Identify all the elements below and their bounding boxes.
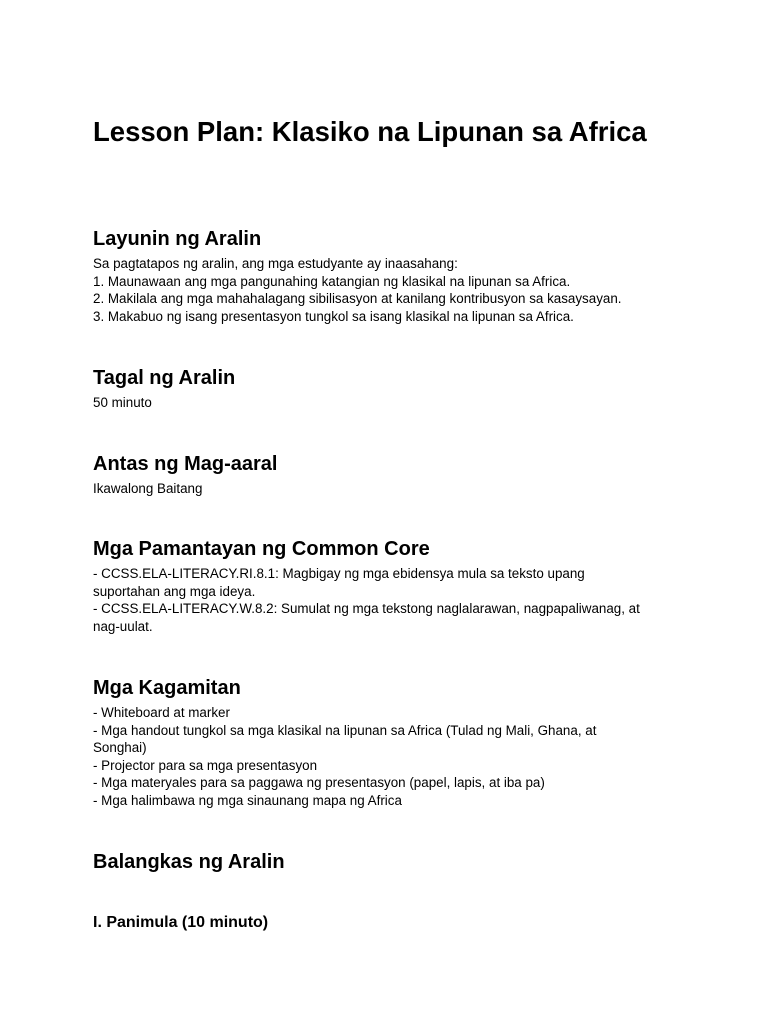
- section-heading-materials: Mga Kagamitan: [93, 677, 241, 699]
- level-body: [93, 480, 693, 498]
- objectives-body: [93, 255, 693, 325]
- materials-line: - Projector para sa mga presentasyon: [93, 757, 318, 773]
- duration-body: [93, 394, 693, 412]
- standards-line: suportahan ang mga ideya.: [93, 583, 256, 599]
- standards-line: - CCSS.ELA-LITERACY.RI.8.1: Magbigay ng mga ebidensya mula sa teksto upang: [93, 566, 585, 581]
- materials-line: - Whiteboard at marker: [93, 705, 230, 720]
- standards-line: nag-uulat.: [93, 618, 153, 634]
- objectives-line: 1. Maunawaan ang mga pangunahing katangian ng klasikal na lipunan sa Africa.: [93, 273, 571, 289]
- materials-line: Songhai): [93, 740, 147, 756]
- materials-line: - Mga halimbawa ng mga sinaunang mapa ng Africa: [93, 792, 402, 808]
- objectives-line: 2. Makilala ang mga mahahalagang sibilisasyon at kanilang kontribusyon sa kasaysayan.: [93, 291, 622, 307]
- outline-subheading: I. Panimula (10 minuto): [93, 914, 269, 931]
- objectives-line: 3. Makabuo ng isang presentasyon tungkol sa isang klasikal na lipunan sa Africa.: [93, 308, 574, 324]
- level-text: Ikawalong Baitang: [93, 481, 203, 496]
- section-heading-outline: Balangkas ng Aralin: [93, 851, 285, 873]
- standards-line: - CCSS.ELA-LITERACY.W.8.2: Sumulat ng mga tekstong naglalarawan, nagpapaliwanag, at: [93, 601, 640, 617]
- materials-line: - Mga handout tungkol sa mga klasikal na lipunan sa Africa (Tulad ng Mali, Ghana, at: [93, 722, 597, 738]
- materials-body: [93, 704, 693, 810]
- standards-body: [93, 565, 693, 635]
- page-title: Lesson Plan: Klasiko na Lipunan sa Africa: [93, 116, 647, 147]
- materials-line: - Mga materyales para sa paggawa ng presentasyon (papel, lapis, at iba pa): [93, 775, 545, 791]
- section-heading-objectives: Layunin ng Aralin: [93, 228, 262, 250]
- section-heading-standards: Mga Pamantayan ng Common Core: [93, 538, 430, 560]
- duration-text: 50 minuto: [93, 395, 152, 410]
- section-heading-level: Antas ng Mag-aaral: [93, 453, 278, 475]
- section-heading-duration: Tagal ng Aralin: [93, 367, 236, 389]
- objectives-line: Sa pagtatapos ng aralin, ang mga estudyante ay inaasahang:: [93, 256, 458, 271]
